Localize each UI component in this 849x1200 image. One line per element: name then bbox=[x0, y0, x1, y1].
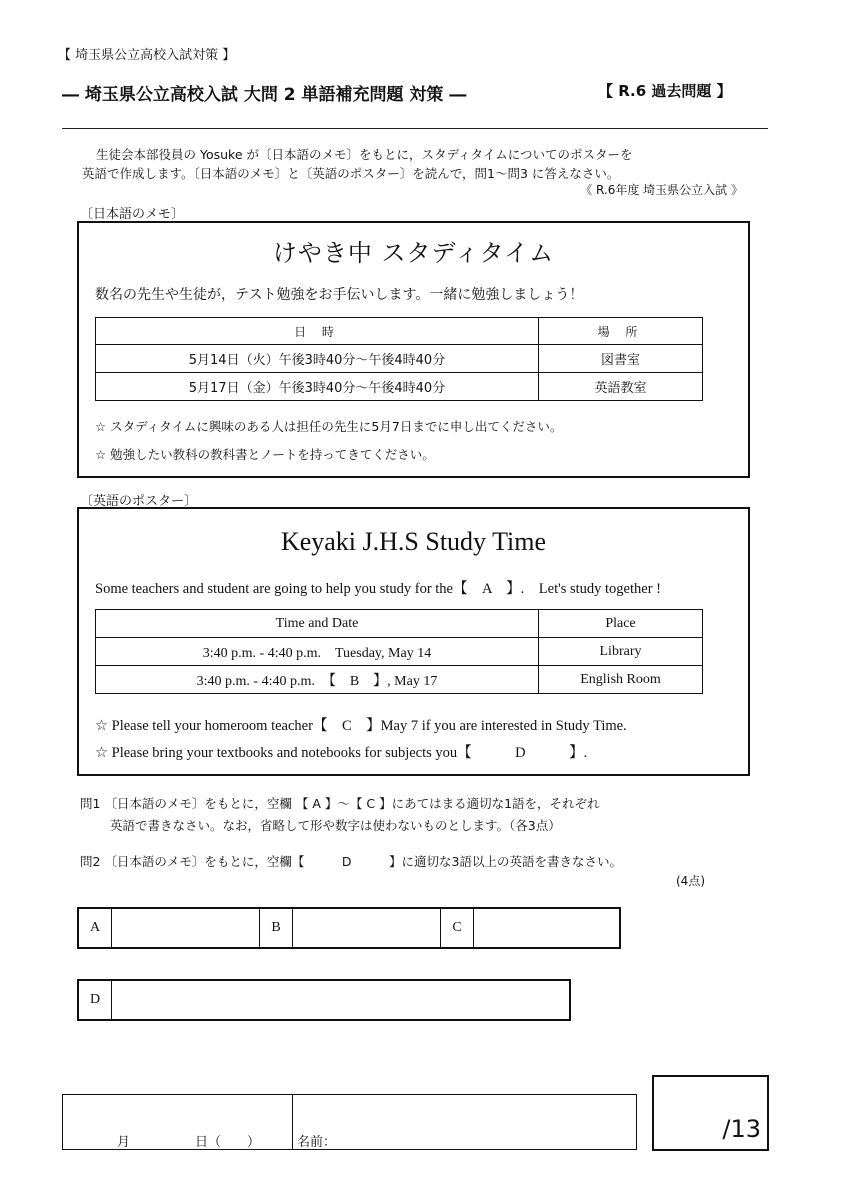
name-date-box bbox=[62, 1094, 637, 1150]
date-field[interactable] bbox=[63, 1095, 293, 1149]
source-note: 《 R.6年度 埼玉県公立入試 》 bbox=[580, 183, 743, 197]
table-header-cell: 場 所 bbox=[539, 318, 703, 345]
poster-lead: Some teachers and student are going to help you study for the【 A 】. Let's study together ! bbox=[95, 581, 661, 597]
poster-note: ☆ Please bring your textbooks and notebooks for subjects you【 D 】. bbox=[95, 745, 588, 761]
poster-note: ☆ Please tell your homeroom teacher【 C 】May 7 if you are interested in Study Time. bbox=[95, 718, 627, 734]
question-2: 問2 〔日本語のメモ〕をもとに，空欄【 D 】に適切な3語以上の英語を書きなさい。 bbox=[80, 854, 623, 869]
table-row bbox=[96, 666, 703, 694]
question-2-points: (4点) bbox=[676, 874, 705, 888]
memo-label: 〔日本語のメモ〕 bbox=[80, 207, 185, 222]
answer-row-d bbox=[77, 979, 571, 1021]
table-cell: 5月14日（火）午後3時40分～午後4時40分 bbox=[96, 345, 539, 373]
memo-schedule-table bbox=[95, 317, 703, 401]
answer-row-abc bbox=[77, 907, 621, 949]
answer-label-b: B bbox=[260, 909, 293, 947]
table-cell: 3:40 p.m. - 4:40 p.m. Tuesday, May 14 bbox=[96, 638, 539, 666]
table-cell: Library bbox=[539, 638, 703, 666]
question-1-line-2: 英語で書きなさい。なお，省略して形や数字は使わないものとします。（各3点） bbox=[110, 818, 561, 833]
day-label: 日（ ） bbox=[195, 1135, 261, 1150]
memo-note: ☆ 勉強したい教科の教科書とノートを持ってきてください。 bbox=[95, 447, 435, 462]
score-total: /13 bbox=[722, 1115, 761, 1143]
answer-label-c: C bbox=[441, 909, 474, 947]
intro-line-2: 英語で作成します。〔日本語のメモ〕と〔英語のポスター〕を読んで，問1～問3 に答えなさい。 bbox=[82, 166, 620, 181]
table-row bbox=[96, 373, 703, 401]
table-header-cell: Place bbox=[539, 610, 703, 638]
intro-line-1: 生徒会本部役員の Yosuke が〔日本語のメモ〕をもとに，スタディタイムについてのポスターを bbox=[96, 147, 633, 162]
table-header-cell: Time and Date bbox=[96, 610, 539, 638]
answer-field-a[interactable] bbox=[112, 909, 260, 947]
answer-label-d: D bbox=[79, 981, 112, 1019]
table-cell: 3:40 p.m. - 4:40 p.m. 【 B 】, May 17 bbox=[96, 666, 539, 694]
answer-label-a: A bbox=[79, 909, 112, 947]
answer-field-d[interactable] bbox=[112, 981, 569, 1019]
memo-note: ☆ スタディタイムに興味のある人は担任の先生に5月7日までに申し出てください。 bbox=[95, 419, 563, 434]
question-1-line-1: 問1 〔日本語のメモ〕をもとに，空欄 【 A 】～【 C 】にあてはまる適切な1語を，それぞれ bbox=[80, 796, 600, 811]
table-header-row bbox=[96, 610, 703, 638]
table-row bbox=[96, 638, 703, 666]
table-cell: English Room bbox=[539, 666, 703, 694]
table-cell: 英語教室 bbox=[539, 373, 703, 401]
memo-title: けやき中 スタディタイム bbox=[272, 239, 555, 267]
poster-title: Keyaki J.H.S Study Time bbox=[280, 527, 547, 556]
memo-lead: 数名の先生や生徒が，テスト勉強をお手伝いします。一緒に勉強しましょう！ bbox=[95, 287, 584, 303]
table-header-cell: 日 時 bbox=[96, 318, 539, 345]
intro-text bbox=[82, 145, 732, 183]
name-label: 名前： bbox=[297, 1135, 337, 1150]
page-title: ― 埼玉県公立高校入試 大問 2 単語補充問題 対策 ― bbox=[62, 85, 467, 105]
poster-schedule-table bbox=[95, 609, 703, 694]
header-tag: 【 埼玉県公立高校入試対策 】 bbox=[58, 48, 236, 63]
table-cell: 図書室 bbox=[539, 345, 703, 373]
answer-field-c[interactable] bbox=[474, 909, 619, 947]
table-row bbox=[96, 345, 703, 373]
question-1 bbox=[80, 793, 600, 837]
past-exam-tag: 【 R.6 過去問題 】 bbox=[598, 82, 732, 100]
answer-field-b[interactable] bbox=[293, 909, 441, 947]
japanese-memo-box bbox=[77, 221, 750, 478]
english-poster-box bbox=[77, 507, 750, 776]
name-field[interactable] bbox=[293, 1095, 636, 1149]
score-box[interactable] bbox=[652, 1075, 769, 1151]
table-cell: 5月17日（金）午後3時40分～午後4時40分 bbox=[96, 373, 539, 401]
poster-label: 〔英語のポスター〕 bbox=[80, 494, 198, 509]
month-label: 月 bbox=[117, 1135, 131, 1150]
title-divider bbox=[62, 128, 768, 129]
table-header-row bbox=[96, 318, 703, 345]
